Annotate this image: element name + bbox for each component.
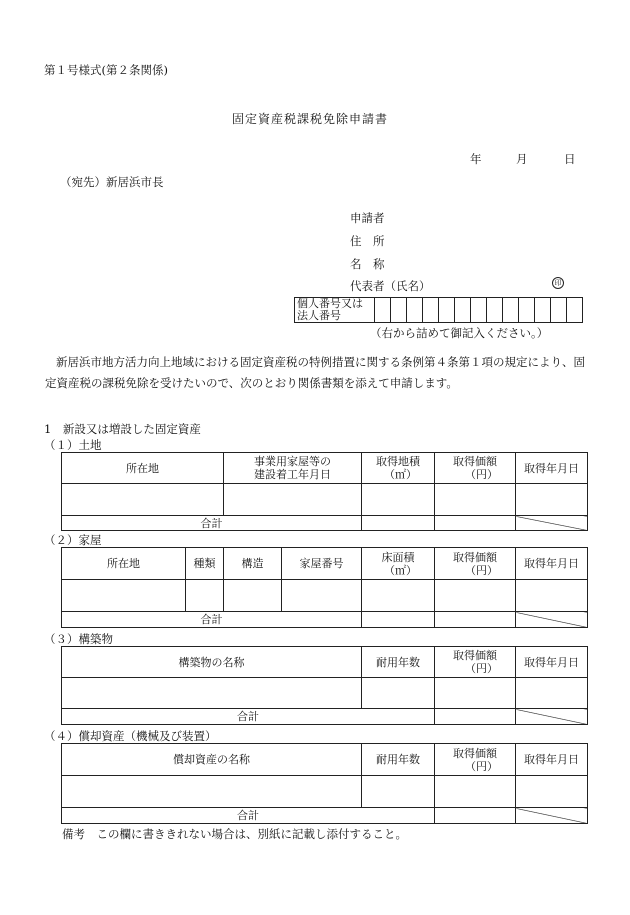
land-price-header: 取得価額 （円） xyxy=(435,453,516,484)
land-start-date-cell[interactable] xyxy=(224,484,362,516)
structure-life-cell[interactable] xyxy=(362,678,435,709)
house-location-header: 所在地 xyxy=(62,548,186,580)
number-digit-box[interactable] xyxy=(391,298,407,323)
house-location-cell[interactable] xyxy=(62,580,186,612)
date-year: 年 xyxy=(470,152,482,166)
depreciable-life-cell[interactable] xyxy=(362,776,435,808)
depreciable-heading: （４）償却資産（機械及び装置） xyxy=(44,729,217,743)
personal-number-label: 個人番号又は 法人番号 xyxy=(295,298,375,323)
page-title: 固定資産税課税免除申請書 xyxy=(232,112,389,126)
applicant-name-label: 名 称 xyxy=(350,257,385,271)
number-digit-box[interactable] xyxy=(535,298,551,323)
number-digit-box[interactable] xyxy=(407,298,423,323)
structure-total-diagonal xyxy=(516,709,588,725)
land-area-header: 取得地積 （㎡） xyxy=(362,453,435,484)
house-structure-cell[interactable] xyxy=(224,580,282,612)
structure-total-price[interactable] xyxy=(435,709,516,725)
house-heading: （２）家屋 xyxy=(44,533,102,547)
house-number-cell[interactable] xyxy=(282,580,362,612)
applicant-rep-label: 代表者（氏名） xyxy=(350,279,431,293)
house-date-header: 取得年月日 xyxy=(516,548,588,580)
house-total-diagonal xyxy=(516,612,588,628)
structure-date-cell[interactable] xyxy=(516,678,588,709)
land-start-date-header: 事業用家屋等の 建設着工年月日 xyxy=(224,453,362,484)
structure-table xyxy=(61,646,588,725)
depreciable-name-header: 償却資産の名称 xyxy=(62,744,362,776)
house-date-cell[interactable] xyxy=(516,580,588,612)
structure-name-cell[interactable] xyxy=(62,678,362,709)
house-price-header: 取得価額 （円） xyxy=(435,548,516,580)
land-location-header: 所在地 xyxy=(62,453,224,484)
addressee: （宛先）新居浜市長 xyxy=(60,175,164,189)
seal-icon: 印 xyxy=(552,277,564,289)
land-date-cell[interactable] xyxy=(516,484,588,516)
structure-heading: （３）構築物 xyxy=(44,632,113,646)
number-digit-box[interactable] xyxy=(423,298,439,323)
number-digit-box[interactable] xyxy=(471,298,487,323)
structure-price-cell[interactable] xyxy=(435,678,516,709)
house-table xyxy=(61,547,588,628)
land-total-area[interactable] xyxy=(362,516,435,531)
depreciable-price-header: 取得価額 （円） xyxy=(435,744,516,776)
depreciable-date-header: 取得年月日 xyxy=(516,744,588,776)
structure-total-label: 合計 xyxy=(62,709,435,725)
number-entry-note: （右から詰めて御記入ください。） xyxy=(370,326,549,340)
house-kind-cell[interactable] xyxy=(186,580,224,612)
number-digit-box[interactable] xyxy=(503,298,519,323)
number-digit-box[interactable] xyxy=(567,298,583,323)
form-number: 第１号様式(第２条関係) xyxy=(44,63,168,77)
land-total-label: 合計 xyxy=(62,516,362,531)
depreciable-total-price[interactable] xyxy=(435,808,516,824)
land-area-cell[interactable] xyxy=(362,484,435,516)
date-month: 月 xyxy=(516,152,528,166)
house-floor-cell[interactable] xyxy=(362,580,435,612)
land-table xyxy=(61,452,588,531)
applicant-address-label: 住 所 xyxy=(350,234,385,248)
number-digit-box[interactable] xyxy=(519,298,535,323)
number-digit-box[interactable] xyxy=(487,298,503,323)
number-digit-box[interactable] xyxy=(375,298,391,323)
section-heading: 1 新設又は増設した固定資産 xyxy=(44,422,201,436)
applicant-heading: 申請者 xyxy=(350,211,385,225)
depreciable-total-diagonal xyxy=(516,808,588,824)
structure-name-header: 構築物の名称 xyxy=(62,647,362,678)
structure-life-header: 耐用年数 xyxy=(362,647,435,678)
personal-number-box xyxy=(294,297,583,323)
house-number-header: 家屋番号 xyxy=(282,548,362,580)
depreciable-total-label: 合計 xyxy=(62,808,435,824)
house-total-label: 合計 xyxy=(62,612,362,628)
house-total-floor[interactable] xyxy=(362,612,435,628)
land-heading: （１）土地 xyxy=(44,438,102,452)
land-location-cell[interactable] xyxy=(62,484,224,516)
number-digit-box[interactable] xyxy=(439,298,455,323)
date-day: 日 xyxy=(564,152,576,166)
house-kind-header: 種類 xyxy=(186,548,224,580)
depreciable-date-cell[interactable] xyxy=(516,776,588,808)
house-structure-header: 構造 xyxy=(224,548,282,580)
house-floor-header: 床面積 （㎡） xyxy=(362,548,435,580)
land-total-price[interactable] xyxy=(435,516,516,531)
depreciable-table xyxy=(61,743,588,824)
number-digit-box[interactable] xyxy=(455,298,471,323)
house-price-cell[interactable] xyxy=(435,580,516,612)
land-date-header: 取得年月日 xyxy=(516,453,588,484)
depreciable-price-cell[interactable] xyxy=(435,776,516,808)
body-text: 新居浜市地方活力向上地域における固定資産税の特例措置に関する条例第４条第１項の規定により、固定資産税の課税免除を受けたいので、次のとおり関係書類を添えて申請します。 xyxy=(45,355,585,390)
house-total-price[interactable] xyxy=(435,612,516,628)
remark-text: 備考 この欄に書ききれない場合は、別紙に記載し添付すること。 xyxy=(62,827,407,841)
structure-date-header: 取得年月日 xyxy=(516,647,588,678)
depreciable-name-cell[interactable] xyxy=(62,776,362,808)
land-total-diagonal xyxy=(516,516,588,531)
land-price-cell[interactable] xyxy=(435,484,516,516)
number-digit-box[interactable] xyxy=(551,298,567,323)
structure-price-header: 取得価額 （円） xyxy=(435,647,516,678)
depreciable-life-header: 耐用年数 xyxy=(362,744,435,776)
